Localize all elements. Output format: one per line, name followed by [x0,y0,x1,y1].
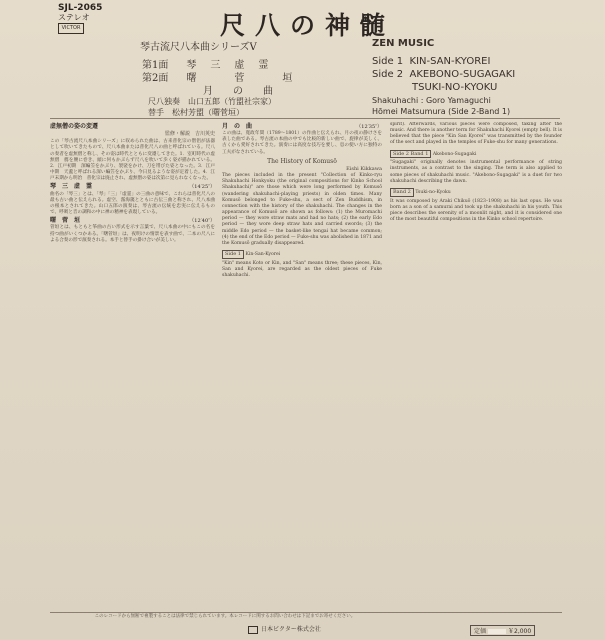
paragraph: この曲は、寛政年間（1789〜1801）の作曲と伝えられ、月の夜の静けさを表した曲である。琴古流の本曲の中でも比較的新しい曲で、旋律が美しく、古くから愛好されてきた。演奏には高度な技巧を要し、息の使い方に独特の工夫がなされている。 [222,131,382,155]
english-title: The History of Komusō [267,157,337,165]
paragraph: 菅垣とは、もともと筝曲の古い形式を示す言葉で、尺八本曲の中にもこの名を持つ曲がいくつかある。「曙菅垣」は、夜明けの情景を表す曲で、二本の尺八による合奏の形で演奏される。本手と替手の掛け合いが美しい。 [50,225,215,243]
side1-title-jp: 琴 三 虚 霊 [186,60,271,71]
piece-title: Akebono-Sugagaki [432,152,477,158]
side1-title-en: KIN-SAN-KYOREI [409,56,491,67]
side-box: Band 2 [390,188,414,196]
side2-en [372,69,515,80]
stereo-mark: ステレオ [58,13,90,22]
side2-title-jp: 曙 菅 垣 [186,73,295,84]
side1-en [372,56,490,67]
section-heading: 虚無僧の姿の変遷 [50,123,99,130]
catalog-block [58,4,102,22]
paragraph: "Sugagaki" originally denotes instrumental performance of string instruments, as a contrast to the singing. The term is also applied to some pieces of shakuhachi music. "Akebono-Sugagaki" is a duet for two shakuhachi describing the dawn. [390,160,562,184]
liner-notes-column-2 [222,122,382,522]
side1-label-jp: 第1面 [142,60,169,71]
side1-label-en: Side 1 [372,56,404,67]
side-box: Side 2 Band 1 [390,150,431,158]
piece-title: Kin-San-Kyorei [245,252,281,258]
credit-shakuhachi-jp: 尺八独奏 山口五郎（竹盟社宗家） [148,97,276,106]
paragraph: 曲名の「琴三」とは、「琴」「三」「虚霊」の三曲の意味で、これらは普化尺八の最も古い曲と伝えられる。虚空、霧海篪とともに古伝三曲と称され、尺八本曲の根本とされてきた。山口五郎の演奏は、琴古流の伝統を忠実に伝えるもので、呼吸と音の調和の中に禅の精神を表現している。 [50,191,215,216]
company-name: 日本ビクター株式会社 [248,624,321,634]
paragraph: It was composed by Araki Chikuō (1823–1908) as his last opus. He was born as a son of a samurai and took up the shakuhachi in his youth. This piece describes the serenity of a moonlit night, and it is considered one of the most beautiful compositions in the Kinko school repertoire. [390,198,562,223]
section-heading: 琴 三 虚 霊 （14′25″） [50,183,215,191]
side2-title2-jp: 月 の 曲 [203,86,273,97]
section-heading: 月 の 曲 （12′35″） [222,123,382,130]
price-label: 定価 ￥2,000 [470,625,535,636]
price-sticker [488,629,506,634]
paragraph: "Kin" means Koto or Kin, and "San" means three; these pieces, Kin, San and Kyorei, are regarded as the oldest pieces of Fuke shakuhachi. [222,260,382,278]
side2-title2-en: TSUKI-NO-KYOKU [412,82,498,93]
liner-notes-column-1 [50,122,215,532]
byline: 監修・解説 吉川英史 [164,131,215,138]
header-divider [50,118,560,119]
copyright-notice: このレコードから無断で複製することは法律で禁じられています。本レコードに関するお問い合わせは下記までお寄せください。 [94,614,356,619]
paragraph: The pieces included in the present "Collection of Kinko-ryu Shakuhachi Honkyoku (the original compositions for Kinko School Shakuhachi)" are those which were long performed by Komusō (wandering shakuhachi-playing priests) in olden times. Many Komusō belonged to Fuke-shu, a sect of Zen Buddhism, in connection with the history of the shakuhachi. The changes in the appearance of Komusō are shown as follows: (1) the Muromachi period — they wore straw mats and had no hats; (2) the early Edo period — they wore deep straw hats and carried swords; (3) the middle Edo period — the basket-like tengai hat became common; (4) the end of the Edo period — Fuke-shu was abolished in 1871 and the Komusō gradually disappeared. [222,173,382,246]
company-logo-icon [248,626,258,634]
liner-notes-column-3 [390,122,562,640]
side-box: Side 1 [222,250,244,258]
credit-shakuhachi-en: Shakuhachi : Goro Yamaguchi [372,96,491,105]
catalog-number: SJL-2065 [58,3,103,13]
piece-title: Tsuki-no-Kyoku [415,190,451,196]
paragraph: spirit). Afterwards, various pieces were composed, taking after the music. And there is another term for Shakuhachi Kyorei (empty bell). It is believed that the piece "Kin San Kyorei" was transmitted by the founder of the sect and played in the temples of Fuke-shu for many generations. [390,122,562,146]
footer-divider [50,612,562,613]
paragraph: この「琴古流尺八本曲シリーズ」に収められた曲は、古来普化宗の僧侶が法器として吹いてきたもので、尺八本曲または普化尺八の曲と呼ばれている。尺八の奏者を虚無僧と称し、その姿は時代とともに変遷してきた。1．室町時代の虚無僧 薦を腰に巻き、頭に何もかぶらず尺八を吹いて歩く姿が描かれている。2．江戸初期 深編笠をかぶり、袈裟をかけ、刀を帯びた姿となった。3．江戸中期 天蓋と呼ばれる深い編笠をかぶり、今日見るような姿が定着した。4．江戸末期から明治 普化宗は廃止され、虚無僧の姿は次第に見られなくなった。 [50,139,215,182]
credit-kaete-en: Hōmei Matsumura (Side 2-Band 1) [372,107,511,116]
side2-title-en: AKEBONO-SUGAGAKI [409,69,516,80]
credit-kaete-jp: 替手 松村芳盟（曙菅垣） [148,108,244,117]
side2-label-jp: 第2面 [142,73,169,84]
victor-logo: VICTOR [58,23,84,34]
side2-label-en: Side 2 [372,69,404,80]
series-title-en: ZEN MUSIC [372,38,435,49]
english-byline: Eishi Kikkawa [346,165,382,172]
album-title: 尺八の神髄 [220,11,396,40]
series-title-jp: 琴古流尺八本曲シリーズV [140,42,257,53]
section-heading: 曙 菅 垣 （12′40″） [50,217,215,225]
